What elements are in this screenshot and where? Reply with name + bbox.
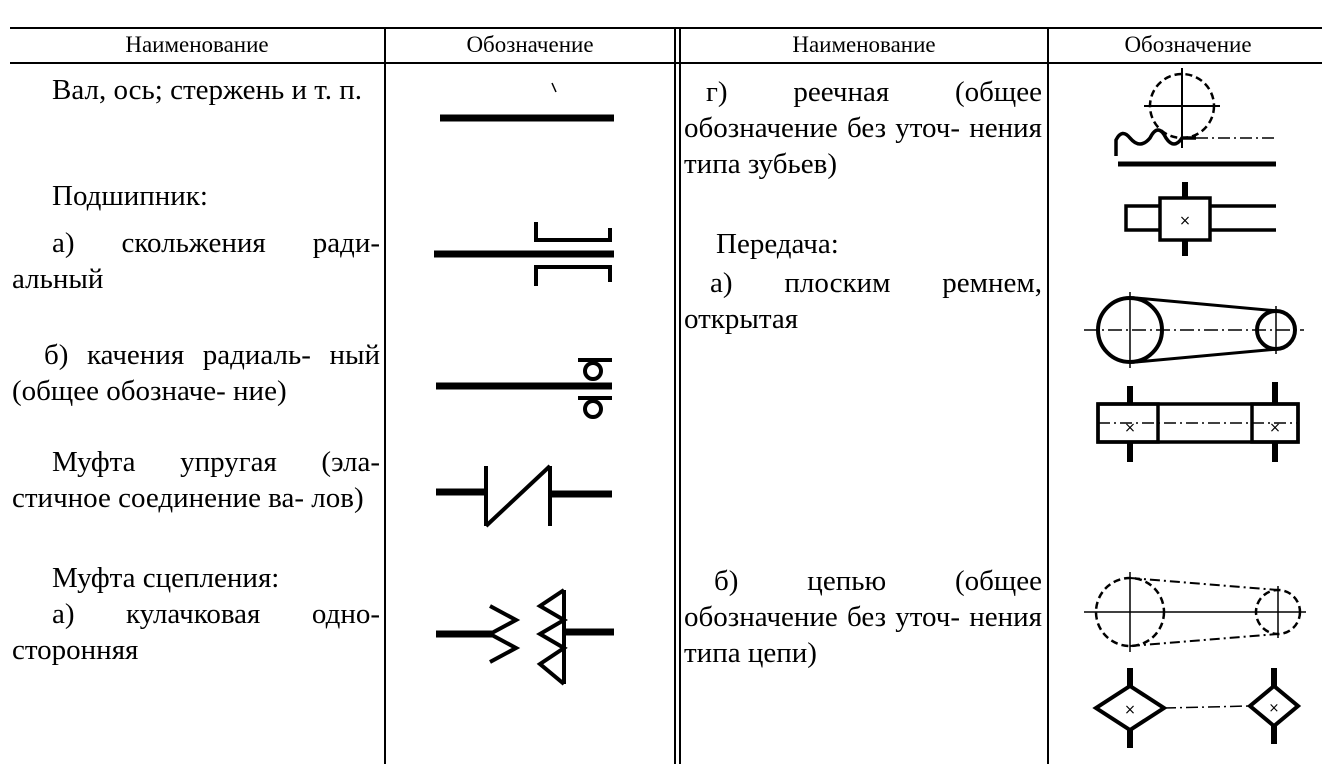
svg-text:×: × [1124, 702, 1136, 718]
cam-clutch-symbol-icon [436, 590, 614, 684]
rolling-bearing-symbol-icon [436, 360, 612, 417]
bearing-title: Подшипник: [52, 180, 208, 212]
header-left-name: Наименование [125, 32, 269, 57]
shaft-label: Вал, ось; стержень и т. п. [52, 74, 363, 106]
shaft-symbol-icon [440, 83, 614, 118]
rack-label: г) реечная (общее обозначение без уточ- нения типа зубьев) [684, 76, 1042, 180]
header-right-symbol: Обозначение [1124, 32, 1252, 57]
bearing-a-label: а) скольжения ради- альный [12, 227, 380, 295]
transmission-title: Передача: [716, 228, 839, 260]
flat-belt-transmission-symbol-icon [1084, 292, 1304, 462]
coupling-elastic-label: Муфта упругая (эла- стичное соединение ва- лов) [12, 446, 380, 514]
svg-text:×: × [1179, 213, 1191, 229]
transmission-a-label: а) плоским ремнем, открытая [684, 267, 1042, 335]
chain-transmission-symbol-icon [1084, 572, 1306, 748]
transmission-b-label: б) цепью (общее обозначение без уточ- нения типа цепи) [684, 565, 1042, 669]
bearing-b-label: б) качения радиаль- ный (общее обозначе- ние) [12, 339, 380, 407]
clutch-title: Муфта сцепления: [52, 562, 280, 594]
svg-text:×: × [1124, 420, 1136, 436]
svg-text:×: × [1268, 701, 1280, 716]
header-left-symbol: Обозначение [466, 32, 594, 57]
header-right-name: Наименование [792, 32, 936, 57]
elastic-coupling-symbol-icon [436, 466, 612, 526]
rack-gear-symbol-icon [1116, 68, 1276, 256]
clutch-a-label: а) кулачковая одно- сторонняя [12, 598, 380, 666]
svg-text:×: × [1269, 420, 1281, 436]
sliding-bearing-symbol-icon [434, 222, 614, 286]
